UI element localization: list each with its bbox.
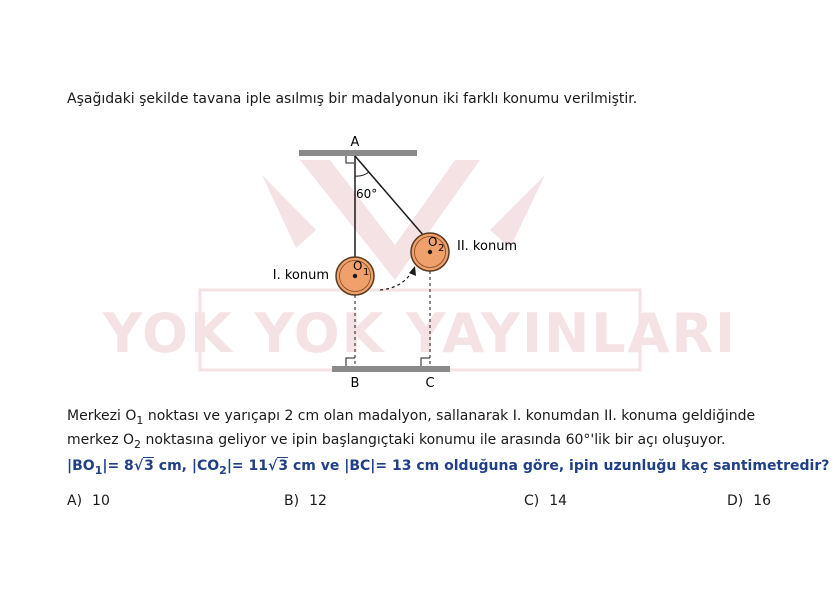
label-o2-sub: 2 <box>438 243 445 254</box>
floor <box>332 366 450 372</box>
sqrt-radicand-1: 3 <box>144 458 154 474</box>
label-c: C <box>425 376 435 391</box>
angle-label: 60° <box>356 187 378 201</box>
angle-arc <box>355 172 369 176</box>
answer-a-value: 10 <box>92 493 110 509</box>
answer-c-letter: C) <box>524 493 540 509</box>
q-part-1-sub: 1 <box>94 464 103 477</box>
sqrt-symbol-1: √3 <box>133 458 154 474</box>
body-line-1 <box>67 407 755 425</box>
q-part-3-sub: 2 <box>219 464 227 477</box>
answer-b-letter: B) <box>284 493 300 509</box>
label-position-1: I. konum <box>272 268 329 283</box>
answer-d-letter: D) <box>727 493 744 509</box>
body-line-2-b: noktasına geliyor ve ipin başlangıçtaki konumu ile arasında 60°'lik bir açı oluşuyor. <box>141 432 726 448</box>
answer-b[interactable] <box>284 493 327 509</box>
sqrt-radicand-2: 3 <box>278 458 289 474</box>
answer-a-letter: A) <box>67 493 83 509</box>
sqrt-symbol-2: √3 <box>268 458 289 474</box>
label-position-2: II. konum <box>457 239 518 254</box>
q-part-4: |= 11 <box>226 458 269 474</box>
question-text <box>67 457 829 475</box>
answer-c-value: 14 <box>549 493 568 509</box>
answer-d-value: 16 <box>753 493 772 509</box>
label-o2: O <box>428 235 438 249</box>
body-line-2 <box>67 431 725 449</box>
q-part-3: cm, |CO <box>153 458 220 474</box>
body-line-2-sub: 2 <box>134 438 142 451</box>
label-a: A <box>350 135 360 150</box>
label-b: B <box>350 376 360 391</box>
body-line-1-a: Merkezi O <box>67 408 137 424</box>
right-angle-a <box>346 156 354 163</box>
body-line-1-sub: 1 <box>136 414 144 427</box>
ceiling <box>299 150 417 156</box>
center-o2 <box>428 250 432 254</box>
intro-text: Aşağıdaki şekilde tavana iple asılmış bir madalyonun iki farklı konumu verilmiştir. <box>67 91 638 107</box>
label-o1-sub: 1 <box>363 267 370 278</box>
label-o1: O <box>353 259 363 273</box>
answer-b-value: 12 <box>309 493 327 509</box>
answer-a[interactable] <box>67 493 110 509</box>
watermark-text: YOK YOK YAYINLARI <box>102 302 738 365</box>
swing-arrow-head <box>409 266 416 276</box>
answer-d[interactable] <box>727 493 771 509</box>
center-o1 <box>353 274 357 278</box>
body-line-1-b: noktası ve yarıçapı 2 cm olan madalyon, sallanarak I. konumdan II. konuma geldiğinde <box>143 408 756 424</box>
q-part-2: |= 8 <box>102 458 134 474</box>
answer-c[interactable] <box>524 493 567 509</box>
q-part-5: cm ve |BC|= 13 cm olduğuna göre, ipin uzunluğu kaç santimetredir? <box>288 458 830 474</box>
body-line-2-a: merkez O <box>67 432 135 448</box>
q-part-1: |BO <box>67 458 95 474</box>
